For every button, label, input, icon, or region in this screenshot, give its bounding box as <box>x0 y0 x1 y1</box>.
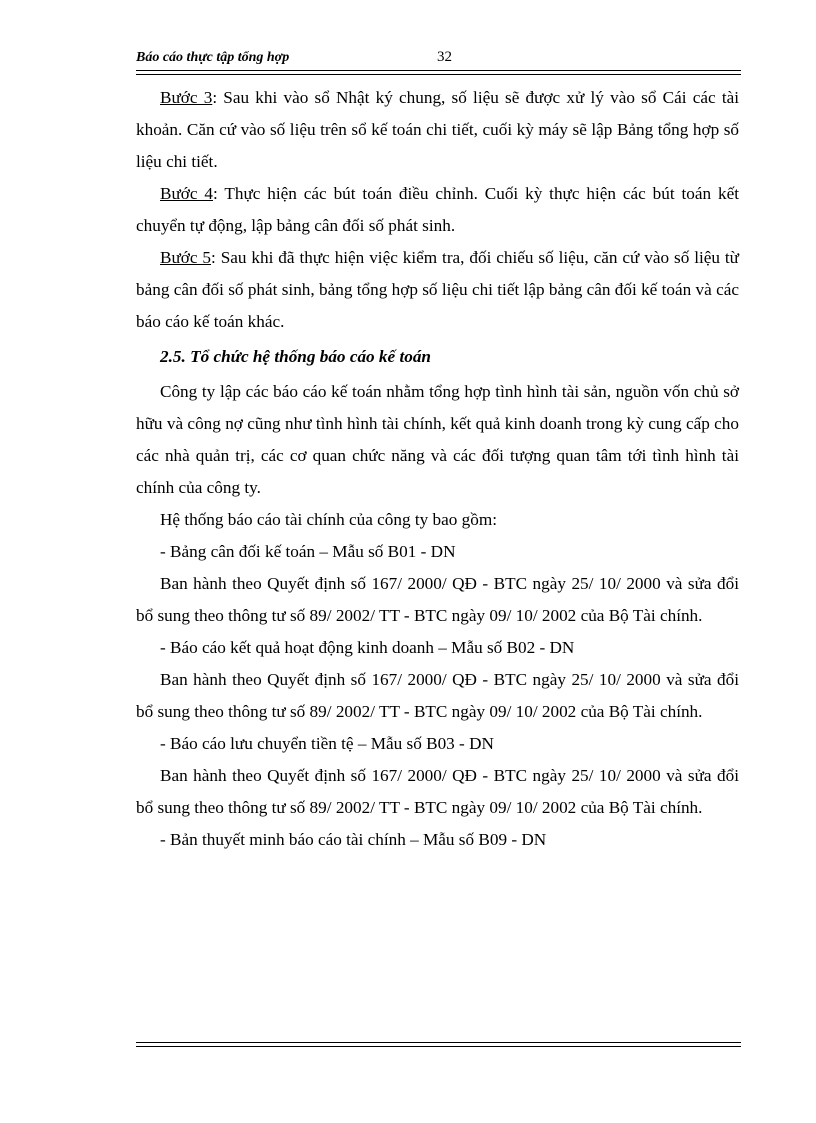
section-intro-paragraph: Công ty lập các báo cáo kế toán nhằm tổng hợp tình hình tài sản, nguồn vốn chủ sở hữu và công nợ cũng như tình hình tài chính, kết quả kinh doanh trong kỳ cung cấp cho các nhà quản trị, các cơ quan chức năng và các đối tượng quan tâm tới tình hình tài chính của công ty. <box>136 382 739 497</box>
report-title-b03: - Báo cáo lưu chuyển tiền tệ – Mẫu số B03 - DN <box>160 734 494 753</box>
step-5-label: Bước 5 <box>160 248 212 267</box>
step-5-text: : Sau khi đã thực hiện việc kiểm tra, đối chiếu số liệu, căn cứ vào số liệu từ bảng cân đối số phát sinh, bảng tổng hợp số liệu chi tiết lập bảng cân đối kế toán và các báo cáo kế toán khác. <box>136 248 739 331</box>
footer-rule <box>136 1042 741 1047</box>
report-note-b02: Ban hành theo Quyết định số 167/ 2000/ QĐ - BTC ngày 25/ 10/ 2000 và sửa đổi bổ sung theo thông tư số 89/ 2002/ TT - BTC ngày 09/ 10/ 2002 của Bộ Tài chính. <box>136 670 739 721</box>
document-body <box>136 82 739 856</box>
step-4-text: : Thực hiện các bút toán điều chỉnh. Cuối kỳ thực hiện các bút toán kết chuyển tự động, lập bảng cân đối số phát sinh. <box>136 184 740 235</box>
step-5-paragraph <box>136 242 739 338</box>
report-note-b01: Ban hành theo Quyết định số 167/ 2000/ QĐ - BTC ngày 25/ 10/ 2000 và sửa đổi bổ sung theo thông tư số 89/ 2002/ TT - BTC ngày 09/ 10/ 2002 của Bộ Tài chính. <box>136 574 739 625</box>
section-heading: 2.5. Tổ chức hệ thống báo cáo kế toán <box>160 347 431 366</box>
report-title-b09: - Bản thuyết minh báo cáo tài chính – Mẫu số B09 - DN <box>160 830 547 849</box>
report-note-b03: Ban hành theo Quyết định số 167/ 2000/ QĐ - BTC ngày 25/ 10/ 2000 và sửa đổi bổ sung theo thông tư số 89/ 2002/ TT - BTC ngày 09/ 10/ 2002 của Bộ Tài chính. <box>136 766 739 817</box>
step-3-paragraph <box>136 82 739 178</box>
step-3-label: Bước 3 <box>160 88 213 107</box>
header-title: Báo cáo thực tập tổng hợp <box>136 50 290 65</box>
report-list-intro: Hệ thống báo cáo tài chính của công ty bao gồm: <box>160 510 497 529</box>
report-title-b01: - Bảng cân đối kế toán – Mẫu số B01 - DN <box>160 542 456 561</box>
header-rule <box>136 70 741 75</box>
step-3-text: : Sau khi vào sổ Nhật ký chung, số liệu sẽ được xử lý vào sổ Cái các tài khoản. Căn cứ vào số liệu trên sổ kế toán chi tiết, cuối kỳ máy sẽ lập Bảng tổng hợp số liệu chi tiết. <box>136 88 740 171</box>
step-4-paragraph <box>136 178 739 242</box>
page-number: 32 <box>437 49 452 65</box>
step-4-label: Bước 4 <box>160 184 213 203</box>
report-title-b02: - Báo cáo kết quả hoạt động kinh doanh – Mẫu số B02 - DN <box>160 638 575 657</box>
